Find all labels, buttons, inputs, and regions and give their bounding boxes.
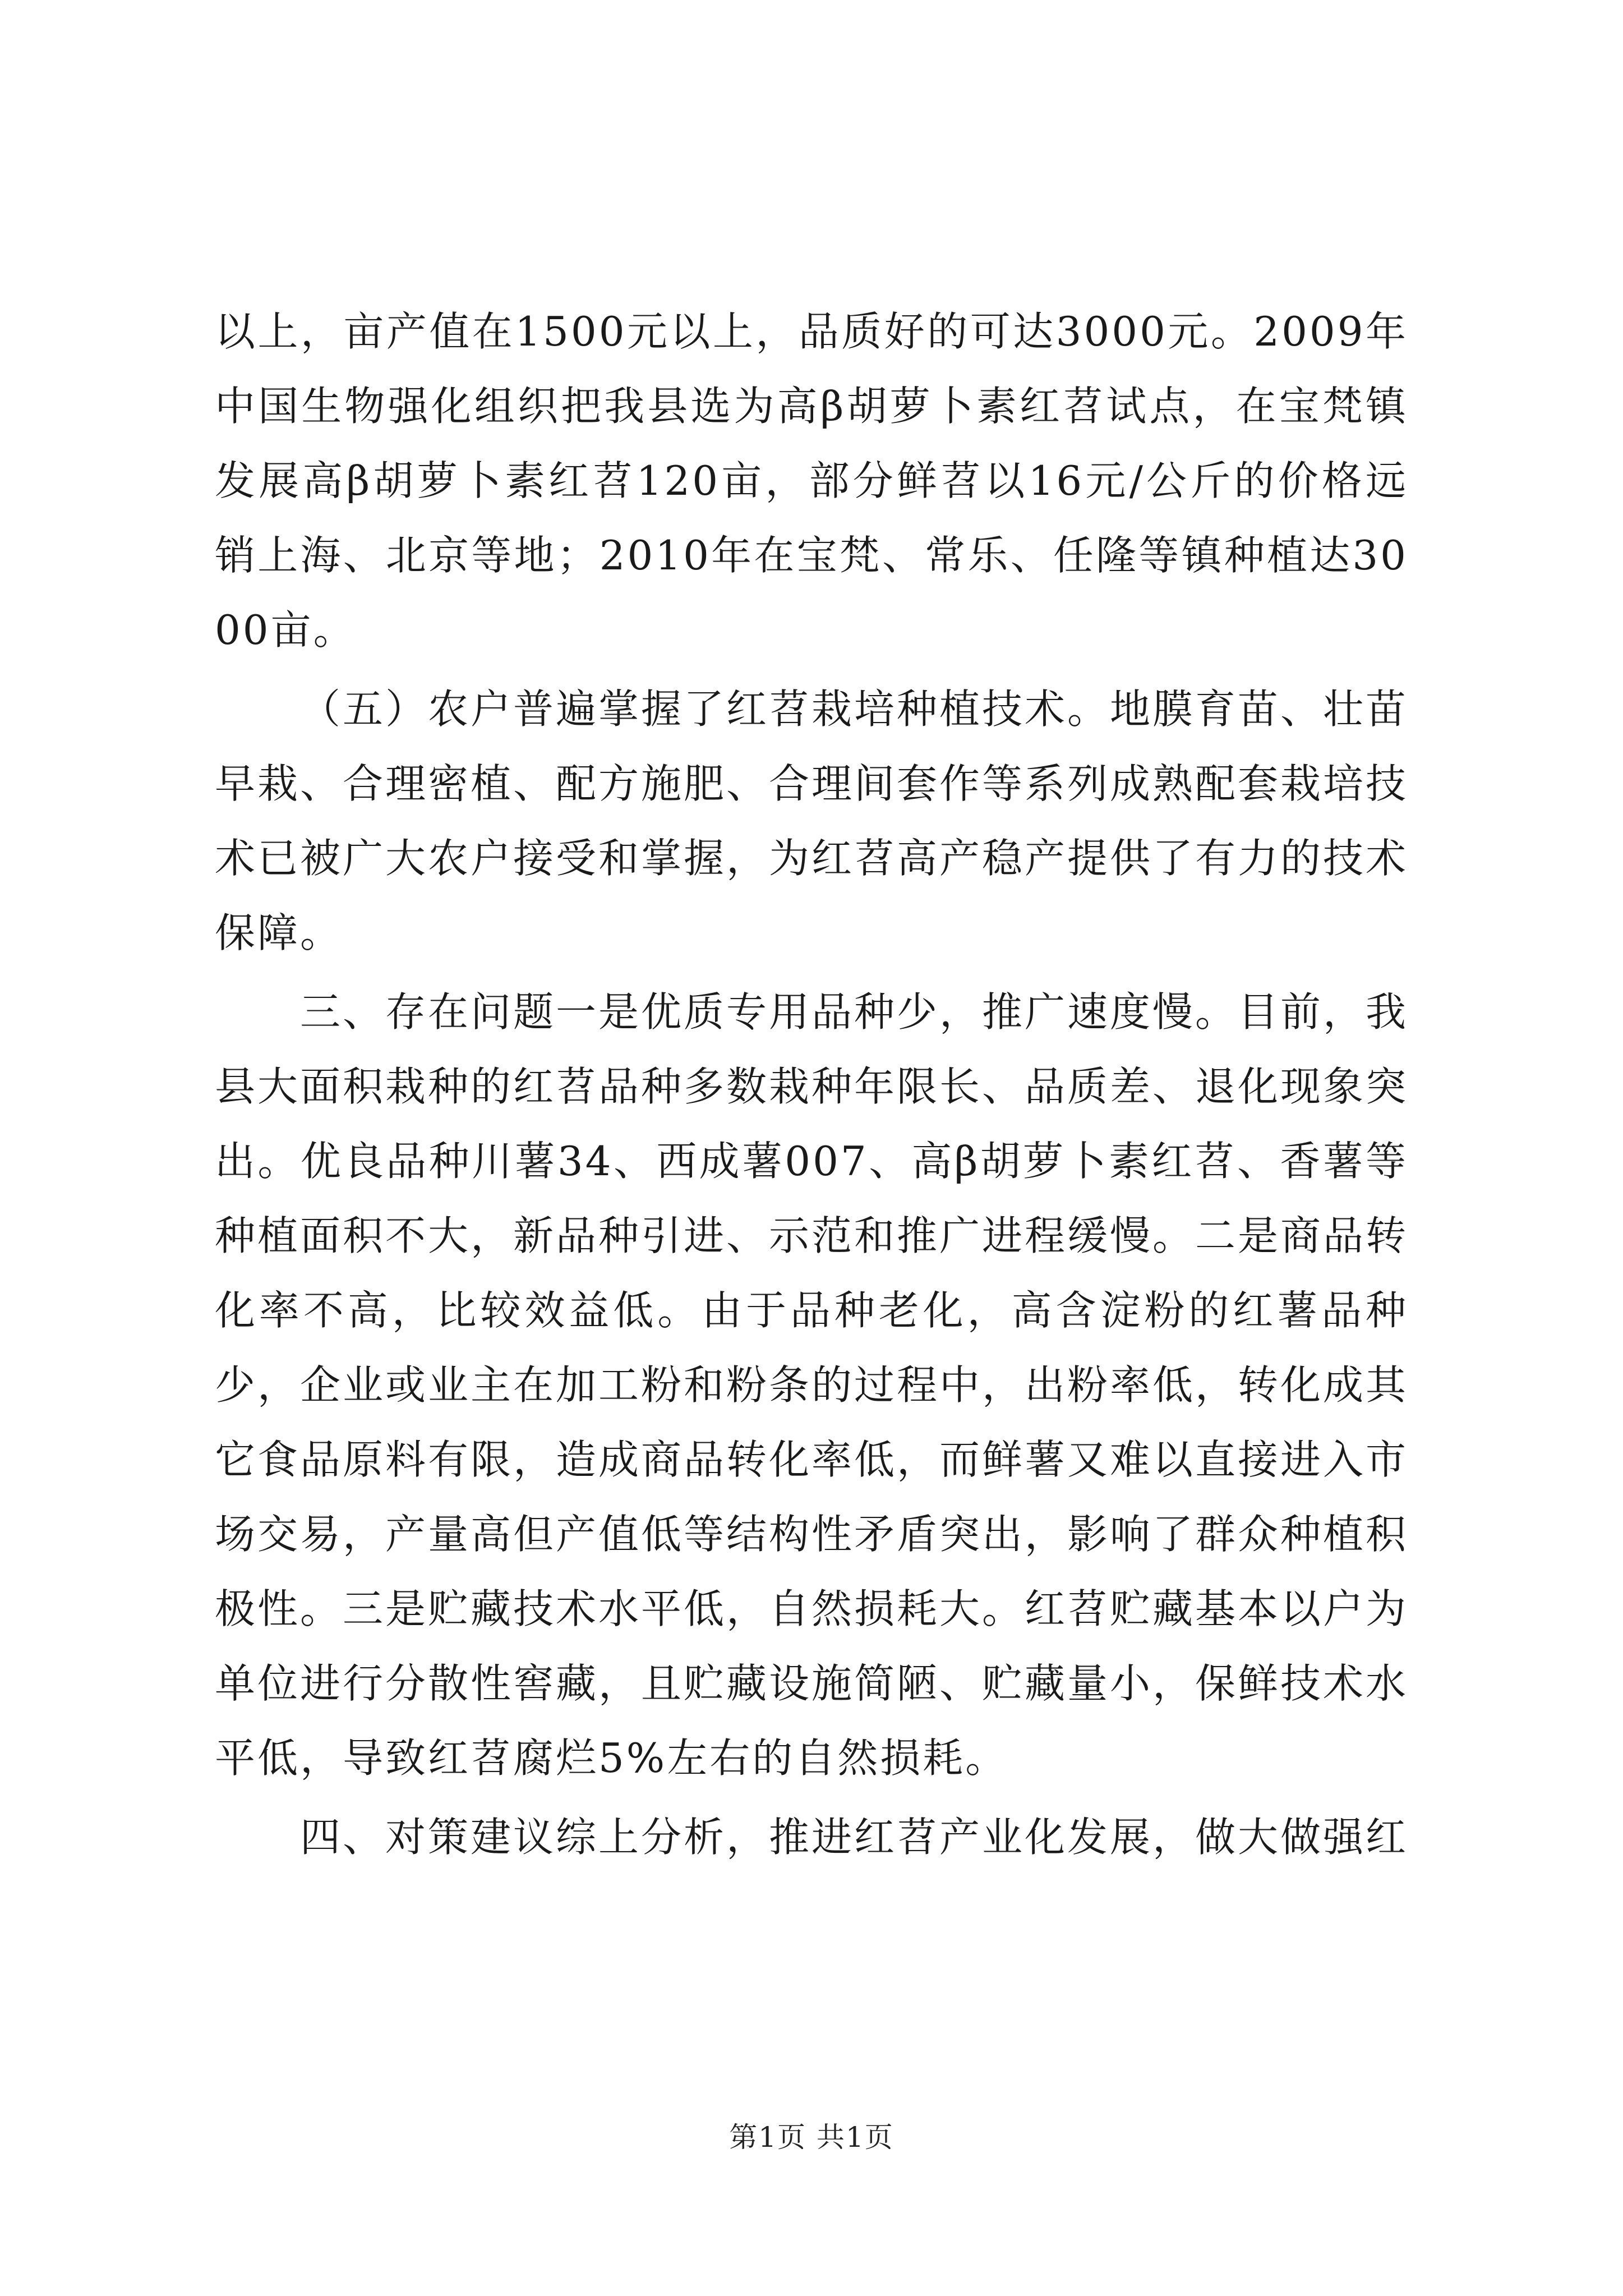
paragraph-section-five: （五）农户普遍掌握了红苕栽培种植技术。地膜育苗、壮苗早栽、合理密植、配方施肥、合理间套作等系列成熟配套栽培技术已被广大农户接受和掌握，为红苕高产稳产提供了有力的技术保障。 [215, 685, 1409, 956]
paragraph-existing-problems: 三、存在问题一是优质专用品种少，推广速度慢。目前，我县大面积栽种的红苕品种多数栽种年限长、品质差、退化现象突出。优良品种川薯34、西成薯007、高β胡萝卜素红苕、香薯等种植面积不大，新品种引进、示范和推广进程缓慢。二是商品转化率不高，比较效益低。由于品种老化，高含淀粉的红薯品种少，企业或业主在加工粉和粉条的过程中，出粉率低，转化成其它食品原料有限，造成商品转化率低，而鲜薯又难以直接进入市场交易，产量高但产值低等结构性矛盾突出，影响了群众种植积极性。三是贮藏技术水平低，自然损耗大。红苕贮藏基本以户为单位进行分散性窖藏，且贮藏设施简陋、贮藏量小，保鲜技术水平低，导致红苕腐烂5%左右的自然损耗。 [215, 988, 1409, 1782]
page-footer: 第1页 共1页 [729, 2121, 894, 2154]
document-body [215, 295, 1408, 1875]
paragraph-continuation: 以上，亩产值在1500元以上，品质好的可达3000元。2009年中国生物强化组织把我县选为高β胡萝卜素红苕试点，在宝梵镇发展高β胡萝卜素红苕120亩，部分鲜苕以16元/公斤的价格远销上海、北京等地；2010年在宝梵、常乐、任隆等镇种植达3000亩。 [215, 308, 1408, 654]
paragraph-recommendations: 四、对策建议综上分析，推进红苕产业化发展，做大做强红 [300, 1814, 1409, 1861]
